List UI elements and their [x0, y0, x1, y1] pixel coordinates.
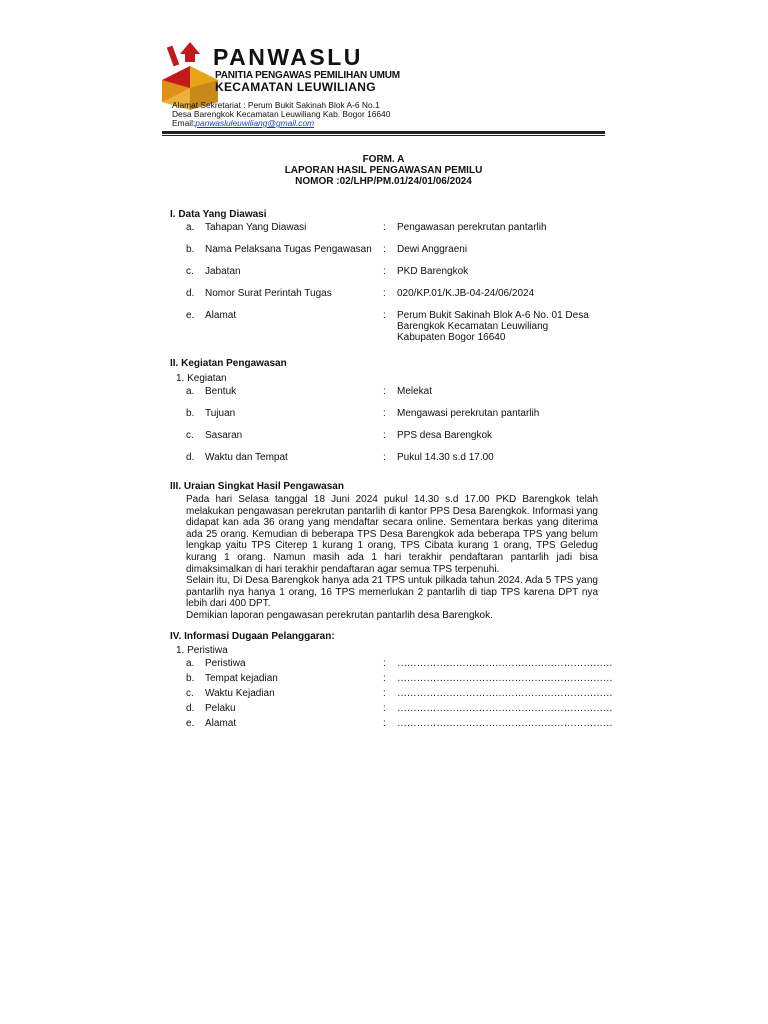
header-divider [162, 131, 605, 134]
row-key: Pelaku [205, 703, 236, 714]
row-key: Nama Pelaksana Tugas Pengawasan [205, 244, 372, 255]
row-value: Pengawasan perekrutan pantarlih [397, 222, 547, 233]
row-key: Tahapan Yang Diawasi [205, 222, 307, 233]
row-value-line: Barengkok Kecamatan Leuwiliang [397, 321, 549, 332]
row-colon: : [383, 430, 386, 441]
row-label: b. [186, 673, 195, 684]
row-key: Sasaran [205, 430, 243, 441]
row-value: Dewi Anggraeni [397, 244, 468, 255]
row-value: PPS desa Barengkok [397, 430, 493, 441]
row-colon: : [383, 266, 386, 277]
row-value: Pukul 14.30 s.d 17.00 [397, 452, 494, 463]
row-colon: : [383, 386, 386, 397]
row-colon: : [383, 244, 386, 255]
address-line-2: Desa Barengkok Kecamatan Leuwiliang Kab. Bogor 16640 [172, 109, 391, 119]
section-2-heading: II. Kegiatan Pengawasan [170, 358, 287, 369]
brand-region: KECAMATAN LEUWILIANG [215, 80, 376, 94]
row-label: e. [186, 718, 195, 729]
row-key: Waktu Kejadian [205, 688, 275, 699]
row-label: b. [186, 244, 195, 255]
section-3-heading: III. Uraian Singkat Hasil Pengawasan [170, 481, 344, 492]
form-label: FORM. A [362, 154, 405, 165]
summary-body [186, 494, 598, 622]
row-key: Tujuan [205, 408, 236, 419]
row-key: Jabatan [205, 266, 241, 277]
row-label: e. [186, 310, 195, 321]
address-line-1: Alamat Sekretariat : Perum Bukit Sakinah Blok A-6 No.1 [172, 100, 380, 110]
row-key: Waktu dan Tempat [205, 452, 288, 463]
row-value: PKD Barengkok [397, 266, 469, 277]
brand-subtitle: PANITIA PENGAWAS PEMILIHAN UMUM [215, 70, 400, 81]
brand-name: PANWASLU [213, 44, 363, 70]
row-colon: : [383, 658, 386, 669]
row-colon: : [383, 688, 386, 699]
row-label: a. [186, 386, 195, 397]
row-label: d. [186, 703, 195, 714]
row-colon: : [383, 222, 386, 233]
summary-paragraph: Pada hari Selasa tanggal 18 Juni 2024 pukul 14.30 s.d 17.00 PKD Barengkok telah melakukan pengawasan perekrutan pantarlih di kantor PPS Desa Barengkok. Informasi yang didapat kan ada 36 orang yang mendaftar secara online. Sementara berkas yang diterima ada 25 orang. Kemudian di beberapa TPS Desa Barengkok ada beberapa TPS yang belum lengkap yaitu TPS Citerep 1 kurang 1 orang, TPS Cibata kurang 1 orang, TPS Geledug kurang 1 orang. Namun masih ada 1 hari terakhir pendaftaran pantarlih jadi bisa dimaksimalkan di hari terakhir pendaftaran agar semua TPS terpenuhi. [186, 494, 598, 575]
row-colon: : [383, 703, 386, 714]
row-label: a. [186, 222, 195, 233]
row-label: d. [186, 288, 195, 299]
email-line [172, 119, 314, 129]
report-number: NOMOR :02/LHP/PM.01/24/01/06/2024 [295, 176, 472, 187]
section-1-heading: I. Data Yang Diawasi [170, 209, 267, 220]
email-link[interactable]: panwasluleuwiliang@gmail.com [195, 118, 315, 128]
row-key: Alamat [205, 310, 237, 321]
row-key: Peristiwa [205, 658, 246, 669]
row-colon: : [383, 408, 386, 419]
row-value: 020/KP.01/K.JB-04-24/06/2024 [397, 288, 535, 299]
email-label: Email: [172, 118, 196, 128]
section-4-subheading: 1. Peristiwa [176, 645, 228, 656]
header-divider-thin [162, 135, 605, 136]
row-value: Mengawasi perekrutan pantarlih [397, 408, 540, 419]
row-label: c. [186, 266, 194, 277]
row-colon: : [383, 718, 386, 729]
blank-fill-line: ………………………………………………………… [397, 688, 613, 699]
blank-fill-line: ………………………………………………………… [397, 718, 613, 729]
row-label: a. [186, 658, 195, 669]
row-key: Alamat [205, 718, 237, 729]
row-value-line: Perum Bukit Sakinah Blok A-6 No. 01 Desa [397, 310, 589, 321]
summary-closing: Demikian laporan pengawasan perekrutan pantarlih desa Barengkok. [186, 609, 493, 621]
row-value: Melekat [397, 386, 433, 397]
section-4-heading: IV. Informasi Dugaan Pelanggaran: [170, 631, 335, 642]
blank-fill-line: ………………………………………………………… [397, 658, 613, 669]
row-colon: : [383, 452, 386, 463]
row-colon: : [383, 310, 386, 321]
summary-paragraph: Selain itu, Di Desa Barengkok hanya ada 21 TPS untuk pilkada tahun 2024. Ada 5 TPS yang pantarlih nya hanya 1 orang, 16 TPS memerlukan 2 pantarlih di tiap TPS karena DPT nya lebih dari 400 DPT. [186, 575, 598, 610]
section-2-subheading: 1. Kegiatan [176, 373, 227, 384]
row-key: Nomor Surat Perintah Tugas [205, 288, 332, 299]
row-label: b. [186, 408, 195, 419]
row-key: Tempat kejadian [205, 673, 278, 684]
blank-fill-line: ………………………………………………………… [397, 673, 613, 684]
blank-fill-line: ………………………………………………………… [397, 703, 613, 714]
row-colon: : [383, 288, 386, 299]
row-label: c. [186, 430, 194, 441]
row-value-line: Kabupaten Bogor 16640 [397, 332, 506, 343]
row-key: Bentuk [205, 386, 237, 397]
row-label: c. [186, 688, 194, 699]
report-title: LAPORAN HASIL PENGAWASAN PEMILU [284, 165, 483, 176]
row-colon: : [383, 673, 386, 684]
row-label: d. [186, 452, 195, 463]
